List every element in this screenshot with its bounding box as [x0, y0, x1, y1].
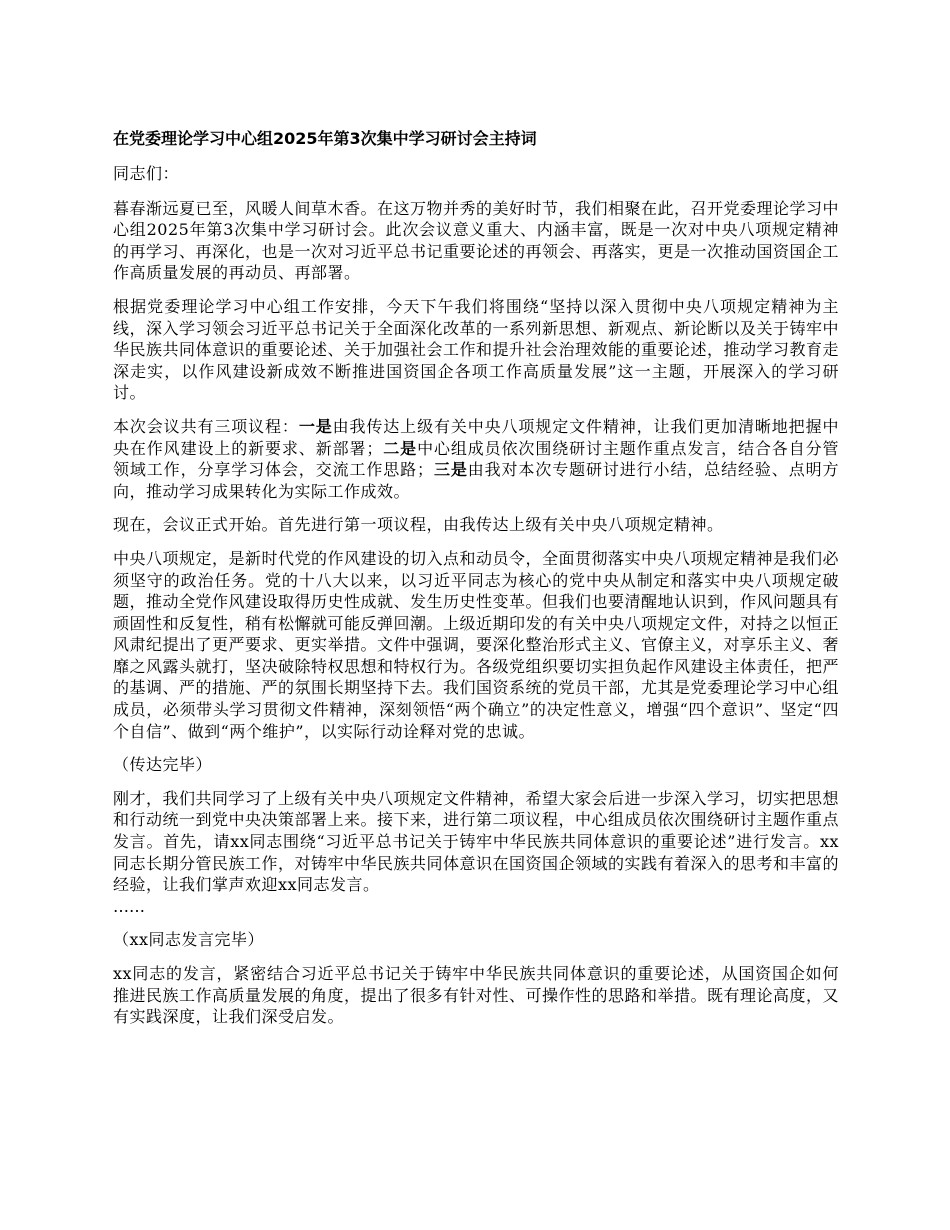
agenda-item-2-text: 中心组成员依次围绕研讨主题作重点发言，结合各自分管领域工作，分享学习体会，交流工作思路；: [113, 438, 839, 480]
paragraph-theme: 根据党委理论学习中心组工作安排，今天下午我们将围绕“坚持以深入贯彻中央八项规定精神为主线，深入学习领会习近平总书记关于全面深化改革的一系列新思想、新观点、新论断以及关于铸牢中华民族共同体意识的重要论述、关于加强社会工作和提升社会治理效能的重要论述，推动学习教育走深走实，以作风建设新成效不断推进国资国企各项工作高质量发展”这一主题，开展深入的学习研讨。: [113, 296, 840, 403]
paragraph-eight-rules: 中央八项规定，是新时代党的作风建设的切入点和动员令，全面贯彻落实中央八项规定精神是我们必须坚守的政治任务。党的十八大以来，以习近平同志为核心的党中央从制定和落实中央八项规定破题，推动全党作风建设取得历史性成就、发生历史性变革。但我们也要清醒地认识到，作风问题具有顽固性和反复性，稍有松懈就可能反弹回潮。上级近期印发的有关中央八项规定文件，对持之以恒正风肃纪提出了更严要求、更实举措。文件中强调，要深化整治形式主义、官僚主义，对享乐主义、奢靡之风露头就打，坚决破除特权思想和特权行为。各级党组织要切实担负起作风建设主体责任，把严的基调、严的措施、严的氛围长期坚持下去。我们国资系统的党员干部，尤其是党委理论学习中心组成员，必须带头学习贯彻文件精神，深刻领悟“两个确立”的决定性意义，增强“四个意识”、坚定“四个自信”、做到“两个维护”，以实际行动诠释对党的忠诚。: [113, 548, 840, 741]
paragraph-relay-complete: （传达完毕）: [113, 755, 213, 775]
paragraph-second-agenda: [113, 788, 839, 918]
document-page: [113, 128, 839, 1040]
agenda-item-1-label: 一是: [298, 416, 333, 436]
agenda-intro: 本次会议共有三项议程：: [113, 416, 299, 436]
paragraph-speech-complete: （xx同志发言完毕）: [113, 930, 265, 950]
paragraph-speech-comment: xx同志的发言，紧密结合习近平总书记关于铸牢中华民族共同体意识的重要论述，从国资国企如何推进民族工作高质量发展的角度，提出了很多有针对性、可操作性的思路和举措。既有理论高度，又有实践深度，让我们深受启发。: [113, 964, 840, 1027]
agenda-item-3-label: 三是: [433, 460, 468, 480]
greeting: 同志们：: [113, 164, 180, 183]
document-title: 在党委理论学习中心组2025年第3次集中学习研讨会主持词: [113, 129, 537, 148]
agenda-item-1-text: 由我传达上级有关中央八项规定文件精神，让我们更加清晰地把握中央在作风建设上的新要求、新部署；: [113, 416, 839, 458]
paragraph-opening: 暮春渐远夏已至，风暖人间草木香。在这万物并秀的美好时节，我们相聚在此，召开党委理论学习中心组2025年第3次集中学习研讨会。此次会议意义重大、内涵丰富，既是一次对中央八项规定精神的再学习、再深化，也是一次对习近平总书记重要论述的再领会、再落实，更是一次推动国资国企工作高质量发展的再动员、再部署。: [113, 198, 840, 283]
paragraph-meeting-start: 现在，会议正式开始。首先进行第一项议程，由我传达上级有关中央八项规定精神。: [113, 515, 724, 535]
second-agenda-text: 刚才，我们共同学习了上级有关中央八项规定文件精神，希望大家会后进一步深入学习，切实把思想和行动统一到党中央决策部署上来。接下来，进行第二项议程，中心组成员依次围绕研讨主题作重点发言。首先，请xx同志围绕“习近平总书记关于铸牢中华民族共同体意识的重要论述”进行发言。xx同志长期分管民族工作，对铸牢中华民族共同体意识在国资国企领域的实践有着深入的思考和丰富的经验，让我们掌声欢迎xx同志发言。: [113, 788, 840, 895]
paragraph-agenda: [113, 416, 839, 502]
ellipsis: ……: [113, 896, 145, 916]
agenda-item-2-label: 二是: [382, 438, 418, 458]
agenda-item-3-text: 由我对本次专题研讨进行小结，总结经验、点明方向，推动学习成果转化为实际工作成效。: [113, 460, 839, 501]
